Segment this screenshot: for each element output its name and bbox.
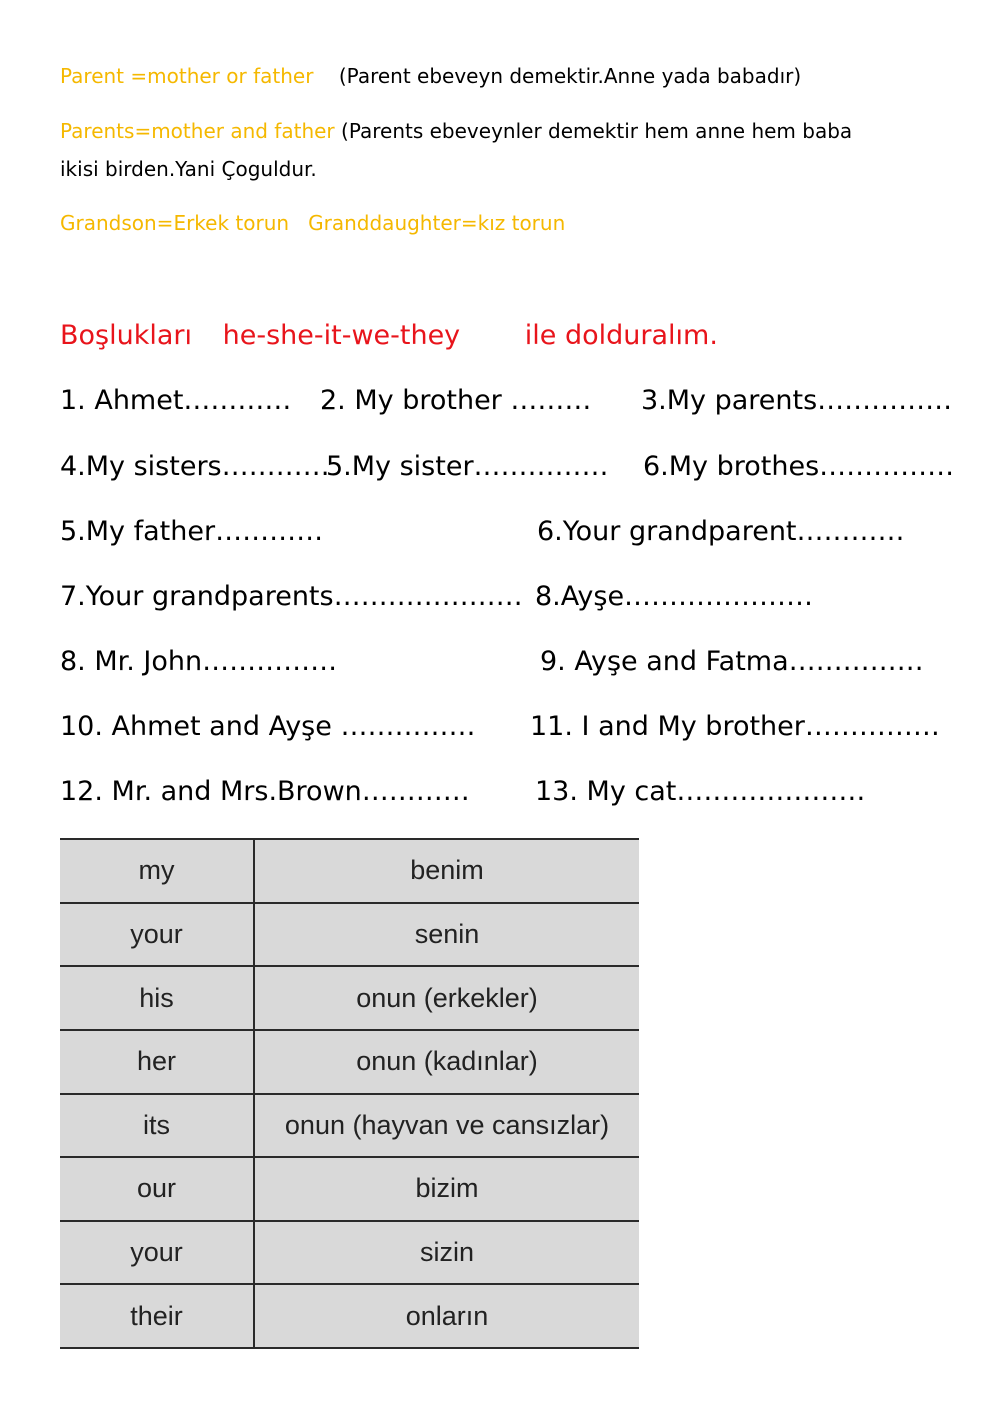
exercise-item: 13. My cat………………… xyxy=(535,776,866,807)
table-row xyxy=(60,903,639,967)
note-grandchildren xyxy=(60,211,565,235)
possessive-table xyxy=(60,838,639,1349)
table-cell-english: your xyxy=(60,903,254,967)
note-parent xyxy=(60,64,801,88)
table-row xyxy=(60,1030,639,1094)
note-parent-term: Parent =mother or father xyxy=(60,64,314,88)
exercise-item: 5.My father………… xyxy=(60,516,324,547)
table-row xyxy=(60,1284,639,1348)
table-cell-turkish: onların xyxy=(254,1284,639,1348)
note-granddaughter: Granddaughter=kız torun xyxy=(308,211,566,235)
table-cell-turkish: onun (hayvan ve cansızlar) xyxy=(254,1094,639,1158)
exercise-item: 8. Mr. John…………… xyxy=(60,646,338,677)
exercise-item: 11. I and My brother…………… xyxy=(530,711,940,742)
table-cell-english: its xyxy=(60,1094,254,1158)
table-cell-english: his xyxy=(60,966,254,1030)
note-grandson: Grandson=Erkek torun xyxy=(60,211,290,235)
exercise-item: 9. Ayşe and Fatma…………… xyxy=(540,646,924,677)
note-parents-term: Parents=mother and father xyxy=(60,119,335,143)
exercise-item: 4.My sisters………… xyxy=(60,451,330,482)
table-cell-english: our xyxy=(60,1157,254,1221)
table-row xyxy=(60,1221,639,1285)
exercise-item: 7.Your grandparents………………… xyxy=(60,581,523,612)
note-parents xyxy=(60,119,852,143)
exercise-item: 6.My brothes…………… xyxy=(643,451,955,482)
note-parents-explanation-1: (Parents ebeveynler demektir hem anne hem baba xyxy=(341,119,853,143)
table-cell-turkish: bizim xyxy=(254,1157,639,1221)
note-parents-explanation-2: ikisi birden.Yani Çoguldur. xyxy=(60,157,317,181)
table-cell-english: their xyxy=(60,1284,254,1348)
exercise-item: 3.My parents…………… xyxy=(641,385,953,416)
table-row xyxy=(60,1094,639,1158)
exercise-item: 2. My brother ……… xyxy=(320,385,592,416)
table-cell-turkish: sizin xyxy=(254,1221,639,1285)
table-cell-english: your xyxy=(60,1221,254,1285)
table-row xyxy=(60,839,639,903)
exercise-item: 10. Ahmet and Ayşe …………… xyxy=(60,711,476,742)
table-row xyxy=(60,966,639,1030)
table-cell-english: her xyxy=(60,1030,254,1094)
table-cell-turkish: senin xyxy=(254,903,639,967)
exercise-item: 1. Ahmet………… xyxy=(60,385,292,416)
exercise-item: 12. Mr. and Mrs.Brown………… xyxy=(60,776,470,807)
instruction-pronouns: he-she-it-we-they xyxy=(222,320,461,351)
note-parent-explanation: (Parent ebeveyn demektir.Anne yada babadır) xyxy=(338,64,802,88)
table-cell-english: my xyxy=(60,839,254,903)
table-cell-turkish: onun (erkekler) xyxy=(254,966,639,1030)
table-cell-turkish: onun (kadınlar) xyxy=(254,1030,639,1094)
instruction-heading xyxy=(60,320,718,351)
table-cell-turkish: benim xyxy=(254,839,639,903)
instruction-suffix: ile dolduralım. xyxy=(524,320,718,351)
table-row xyxy=(60,1157,639,1221)
exercise-item: 6.Your grandparent………… xyxy=(537,516,905,547)
exercise-item: 5.My sister…………… xyxy=(326,451,609,482)
instruction-prefix: Boşlukları xyxy=(60,320,193,351)
exercise-item: 8.Ayşe………………… xyxy=(535,581,814,612)
